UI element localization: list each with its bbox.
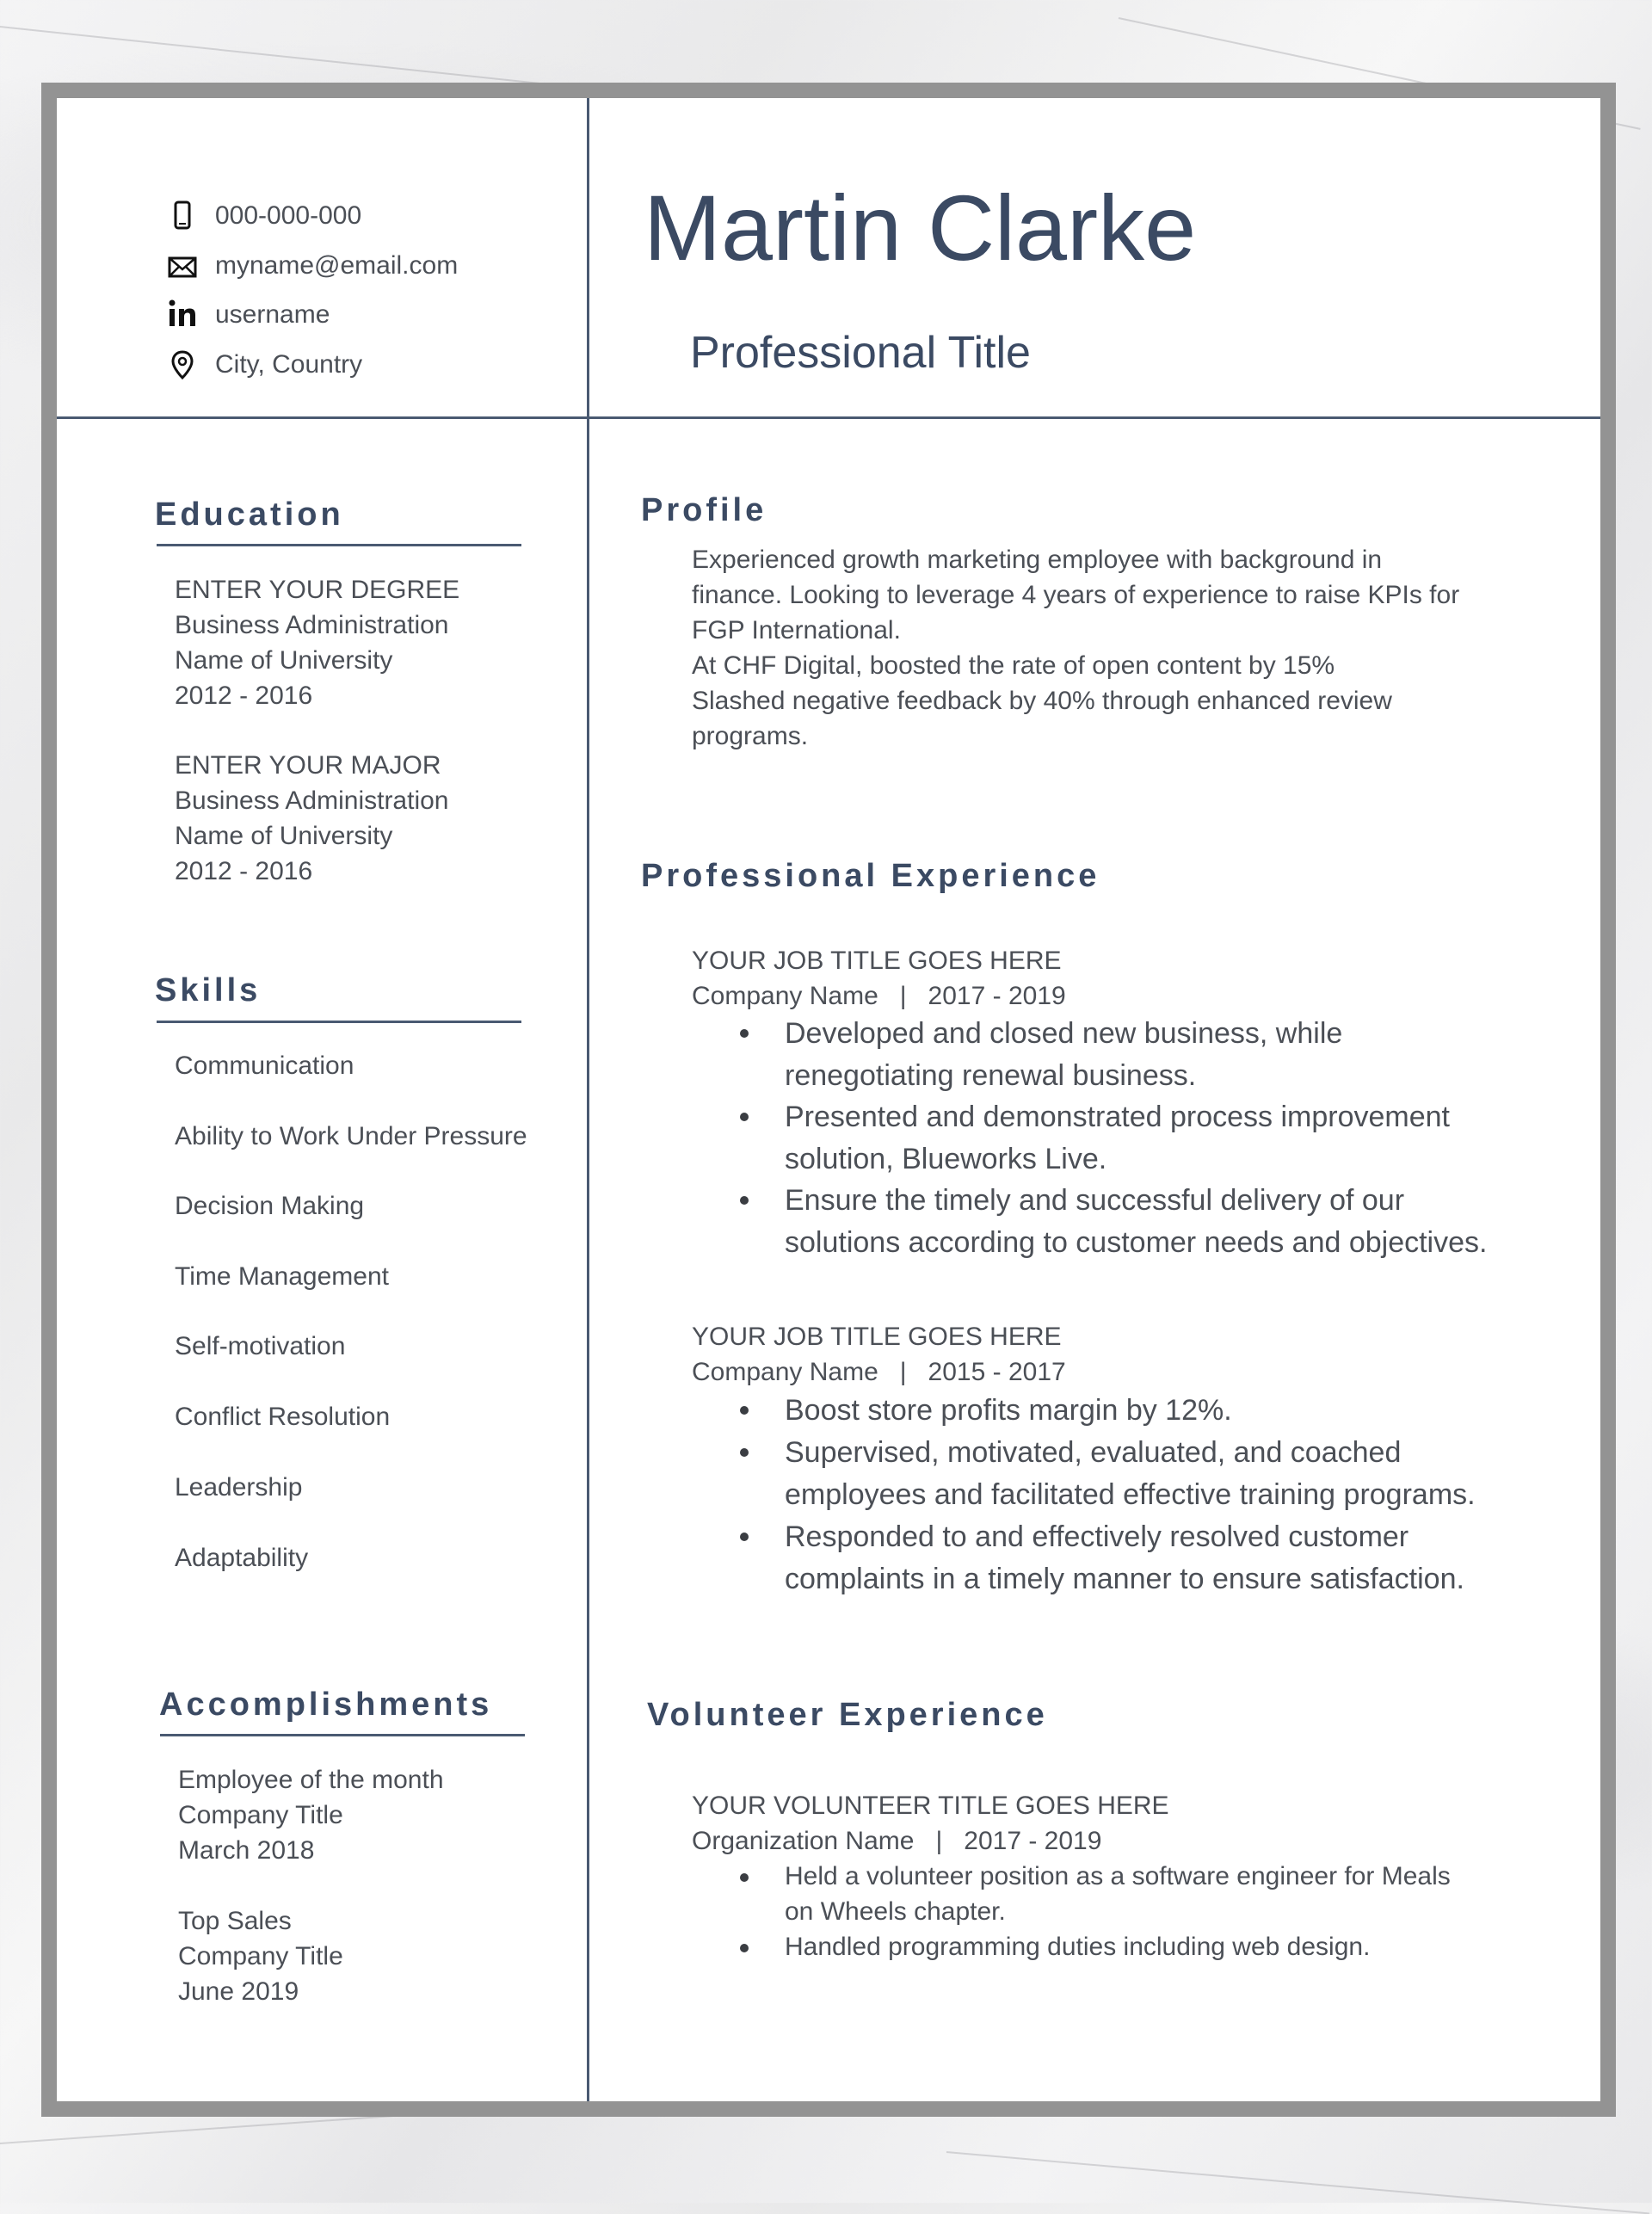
header-divider — [57, 416, 1600, 419]
skill-item: Self-motivation — [175, 1332, 346, 1360]
skill-item: Adaptability — [175, 1544, 309, 1572]
accomplishment-name: Employee of the month — [178, 1766, 444, 1794]
volunteer-bullet-line: Handled programming duties including web design. — [785, 1933, 1371, 1961]
bullet-dot — [740, 1196, 749, 1205]
contact-linkedin: username — [215, 300, 330, 329]
volunteer-org-line: Organization Name | 2017 - 2019 — [692, 1827, 1102, 1855]
bullet-dot — [740, 1406, 749, 1415]
job-bullet-line: Developed and closed new business, while — [785, 1017, 1343, 1050]
email-icon — [167, 251, 198, 282]
profile-line: finance. Looking to leverage 4 years of experience to raise KPIs for — [692, 581, 1460, 609]
skill-item: Ability to Work Under Pressure — [175, 1122, 527, 1150]
contact-email: myname@email.com — [215, 251, 459, 280]
job-bullet-line: Boost store profits margin by 12%. — [785, 1394, 1232, 1427]
accomplishment-date: June 2019 — [178, 1977, 299, 2006]
skill-item: Decision Making — [175, 1192, 365, 1220]
profile-line: programs. — [692, 722, 809, 750]
skill-item: Time Management — [175, 1262, 389, 1291]
education-heading: Education — [155, 496, 344, 533]
professional-title: Professional Title — [690, 328, 1031, 378]
job-title: YOUR JOB TITLE GOES HERE — [692, 947, 1062, 975]
job-title: YOUR JOB TITLE GOES HERE — [692, 1323, 1062, 1351]
profile-heading: Profile — [641, 492, 767, 528]
bullet-dot — [740, 1944, 749, 1952]
profile-line: Slashed negative feedback by 40% through enhanced review — [692, 687, 1392, 715]
linkedin-icon — [167, 298, 198, 329]
candidate-name: Martin Clarke — [644, 176, 1197, 280]
accomplishments-heading: Accomplishments — [159, 1687, 493, 1723]
education-rule — [157, 544, 521, 546]
volunteer-title: YOUR VOLUNTEER TITLE GOES HERE — [692, 1792, 1169, 1820]
bullet-dot — [740, 1873, 749, 1882]
job-bullet-line: Ensure the timely and successful delivery of our — [785, 1184, 1405, 1217]
skills-heading: Skills — [155, 972, 262, 1008]
job-bullet-line: Responded to and effectively resolved customer — [785, 1520, 1409, 1553]
phone-icon — [167, 200, 198, 231]
experience-heading: Professional Experience — [641, 858, 1100, 894]
job-bullet-line: complaints in a timely manner to ensure satisfaction. — [785, 1563, 1464, 1595]
marble-vein — [0, 26, 599, 90]
job-bullet-line: solution, Blueworks Live. — [785, 1143, 1107, 1175]
education-degree: ENTER YOUR DEGREE — [175, 576, 460, 604]
skill-item: Communication — [175, 1051, 354, 1080]
accomplishment-name: Top Sales — [178, 1907, 292, 1935]
profile-line: FGP International. — [692, 616, 901, 644]
contact-phone: 000-000-000 — [215, 201, 362, 230]
skill-item: Conflict Resolution — [175, 1403, 391, 1431]
bullet-dot — [740, 1113, 749, 1121]
marble-vein — [946, 2151, 1649, 2214]
accomplishments-rule — [160, 1734, 525, 1736]
accomplishment-date: March 2018 — [178, 1836, 315, 1865]
accomplishment-title: Company Title — [178, 1801, 343, 1829]
job-company-line: Company Name | 2015 - 2017 — [692, 1358, 1066, 1386]
education-years: 2012 - 2016 — [175, 681, 313, 710]
location-pin-icon — [167, 349, 198, 380]
education-degree: ENTER YOUR MAJOR — [175, 751, 441, 780]
job-bullet-line: renegotiating renewal business. — [785, 1059, 1197, 1092]
education-years: 2012 - 2016 — [175, 857, 313, 885]
job-bullet-line: Presented and demonstrated process improvement — [785, 1101, 1450, 1133]
education-school: Name of University — [175, 822, 393, 850]
bullet-dot — [740, 1533, 749, 1541]
volunteer-heading: Volunteer Experience — [647, 1697, 1048, 1733]
education-field: Business Administration — [175, 786, 449, 815]
contact-location: City, Country — [215, 350, 363, 379]
education-school: Name of University — [175, 646, 393, 675]
job-company-line: Company Name | 2017 - 2019 — [692, 982, 1066, 1010]
accomplishment-title: Company Title — [178, 1942, 343, 1970]
volunteer-bullet-line: on Wheels chapter. — [785, 1897, 1006, 1926]
bullet-dot — [740, 1029, 749, 1038]
skill-item: Leadership — [175, 1473, 303, 1502]
job-bullet-line: Supervised, motivated, evaluated, and coached — [785, 1436, 1402, 1469]
column-divider — [587, 98, 589, 2101]
bullet-dot — [740, 1448, 749, 1457]
volunteer-bullet-line: Held a volunteer position as a software engineer for Meals — [785, 1862, 1451, 1890]
job-bullet-line: solutions according to customer needs and objectives. — [785, 1226, 1488, 1259]
skills-rule — [157, 1021, 521, 1023]
profile-line: Experienced growth marketing employee with background in — [692, 546, 1383, 574]
profile-line: At CHF Digital, boosted the rate of open content by 15% — [692, 651, 1335, 680]
job-bullet-line: employees and facilitated effective training programs. — [785, 1478, 1476, 1511]
education-field: Business Administration — [175, 611, 449, 639]
